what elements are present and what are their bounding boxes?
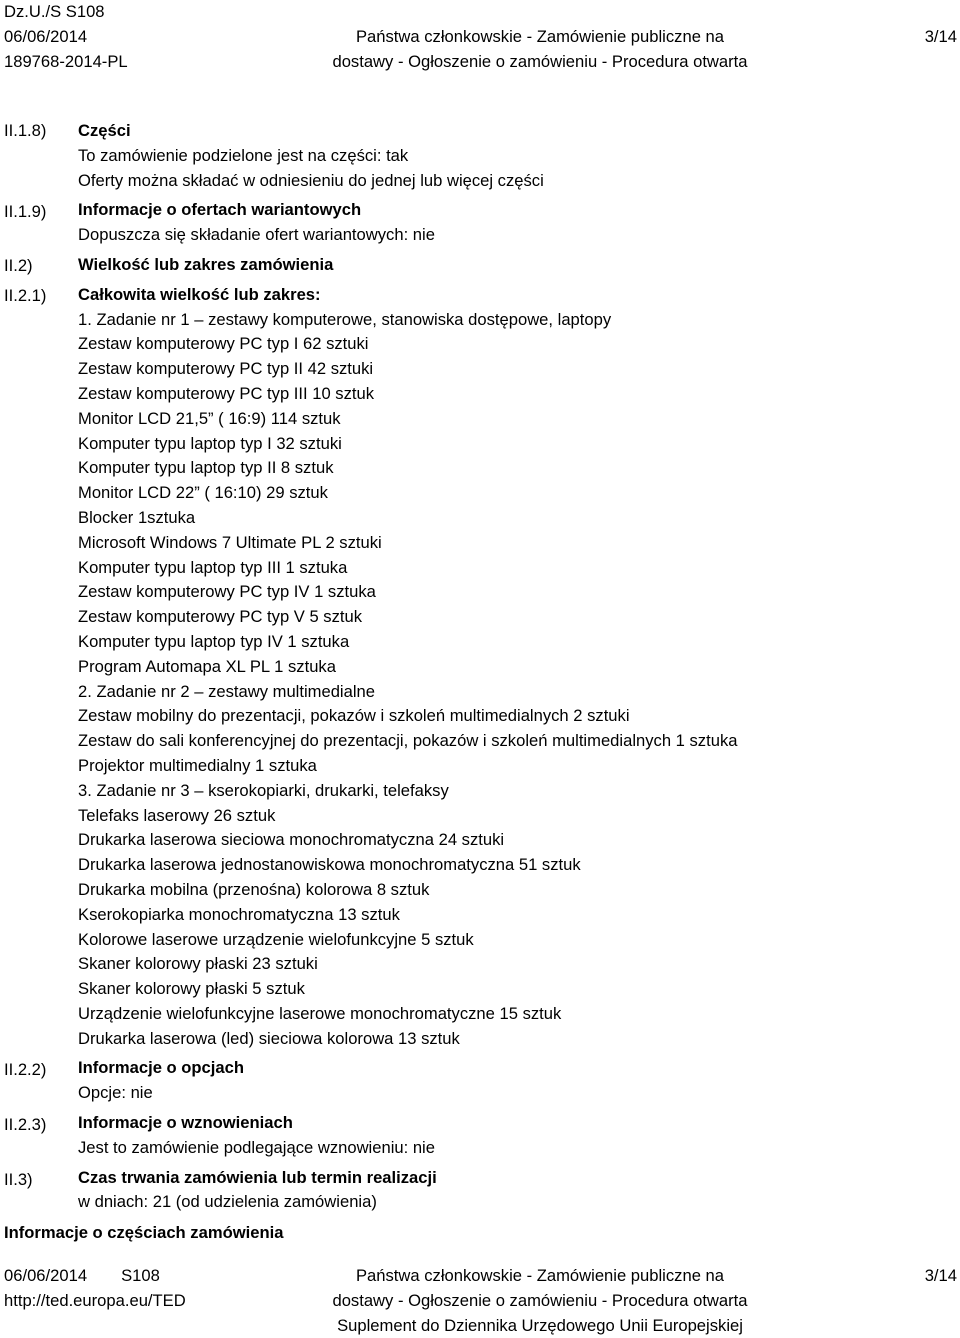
scope-item: Monitor LCD 21,5” ( 16:9) 114 sztuk [78, 408, 341, 428]
section-heading-czas: Czas trwania zamówienia lub termin realizacji [78, 1167, 437, 1187]
section-heading-wznowienia: Informacje o wznowieniach [78, 1113, 293, 1133]
section-label-ii-1-8: II.1.8) [4, 121, 47, 140]
section-text: Oferty można składać w odniesieniu do jednej lub więcej części [78, 170, 544, 190]
scope-item: Skaner kolorowy płaski 23 sztuki [78, 954, 318, 974]
header-title-line1: Państwa członkowskie - Zamówienie publiczne na [355, 26, 724, 46]
scope-item: Zestaw komputerowy PC typ I 62 sztuki [78, 334, 369, 354]
header-left [4, 0, 224, 74]
scope-item: Zestaw komputerowy PC typ II 42 sztuki [78, 359, 374, 379]
scope-item: Projektor multimedialny 1 sztuka [78, 755, 317, 775]
scope-item: Komputer typu laptop typ I 32 sztuki [78, 433, 342, 453]
scope-item: Zestaw komputerowy PC typ III 10 sztuk [78, 383, 375, 403]
section-heading-czesci: Części [78, 121, 131, 140]
footer-url: http://ted.europa.eu/TED [4, 1290, 186, 1310]
scope-item: Zestaw mobilny do prezentacji, pokazów i szkoleń multimedialnych 2 sztuki [78, 706, 630, 726]
scope-item: Program Automapa XL PL 1 sztuka [78, 656, 336, 676]
scope-item: Urządzenie wielofunkcyjne laserowe monochromatyczne 15 sztuk [78, 1003, 562, 1023]
scope-item: Drukarka laserowa (led) sieciowa kolorowa 13 sztuk [78, 1028, 460, 1048]
scope-item: Zestaw komputerowy PC typ V 5 sztuk [78, 607, 363, 627]
section-heading-wielkosc: Wielkość lub zakres zamówienia [78, 254, 334, 274]
scope-item: Komputer typu laptop typ II 8 sztuk [78, 458, 334, 478]
footer-ref: S108 [121, 1266, 160, 1285]
section-text: To zamówienie podzielone jest na części: tak [78, 145, 409, 165]
scope-item: Drukarka mobilna (przenośna) kolorowa 8 sztuk [78, 879, 430, 899]
scope-item: 3. Zadanie nr 3 – kserokopiarki, drukarki, telefaksy [78, 780, 449, 800]
scope-item: Zestaw do sali konferencyjnej do prezentacji, pokazów i szkoleń multimedialnych 1 sztuka [78, 731, 738, 751]
header-page-number: 3/14 [924, 26, 957, 46]
footer-date: 06/06/2014 [4, 1266, 88, 1285]
header-title [280, 25, 800, 75]
footer-title-line2: dostawy - Ogłoszenie o zamówieniu - Procedura otwarta [332, 1290, 748, 1310]
page-footer [0, 1264, 960, 1334]
section-label-ii-3: II.3) [4, 1170, 33, 1189]
document-body [78, 119, 948, 1215]
scope-item: Kolorowe laserowe urządzenie wielofunkcyjne 5 sztuk [78, 929, 474, 949]
footer-title-line1: Państwa członkowskie - Zamówienie publiczne na [355, 1266, 724, 1285]
scope-item: Monitor LCD 22” ( 16:10) 29 sztuk [78, 483, 328, 503]
scope-item: Telefaks laserowy 26 sztuk [78, 805, 276, 825]
section-text: Opcje: nie [78, 1083, 153, 1103]
section-text: w dniach: 21 (od udzielenia zamówienia) [78, 1192, 377, 1212]
section-text: Jest to zamówienie podlegające wznowieniu: nie [78, 1137, 435, 1157]
footer-page-number: 3/14 [924, 1266, 957, 1285]
scope-item: 2. Zadanie nr 2 – zestawy multimedialne [78, 681, 375, 701]
scope-item: Skaner kolorowy płaski 5 sztuk [78, 979, 305, 999]
scope-item: Kserokopiarka monochromatyczna 13 sztuk [78, 904, 400, 924]
scope-item: Drukarka laserowa sieciowa monochromatyczna 24 sztuki [78, 830, 505, 850]
header-title-line2: dostawy - Ogłoszenie o zamówieniu - Procedura otwarta [332, 51, 748, 71]
header-date: 06/06/2014 [4, 26, 88, 46]
scope-item: Microsoft Windows 7 Ultimate PL 2 sztuki [78, 532, 382, 552]
section-label-ii-1-9: II.1.9) [4, 202, 47, 221]
scope-item-list [78, 308, 948, 1052]
section-label-ii-2: II.2) [4, 256, 33, 275]
scope-item: 1. Zadanie nr 1 – zestawy komputerowe, stanowiska dostępowe, laptopy [78, 309, 612, 329]
section-label-ii-2-3: II.2.3) [4, 1115, 47, 1134]
scope-item: Komputer typu laptop typ IV 1 sztuka [78, 631, 350, 651]
section-text: Dopuszcza się składanie ofert wariantowych: nie [78, 225, 435, 245]
scope-item: Blocker 1sztuka [78, 507, 196, 527]
footer-title-line3: Suplement do Dziennika Urzędowego Unii Europejskiej [337, 1315, 743, 1335]
section-heading-calkowita: Całkowita wielkość lub zakres: [78, 284, 321, 304]
page-header [0, 0, 960, 70]
section-heading-opcje: Informacje o opcjach [78, 1058, 244, 1078]
scope-item: Zestaw komputerowy PC typ IV 1 sztuka [78, 582, 376, 602]
header-notice-id: 189768-2014-PL [4, 51, 128, 71]
footer-left [4, 1264, 264, 1314]
scope-item: Drukarka laserowa jednostanowiskowa monochromatyczna 51 sztuk [78, 855, 581, 875]
header-journal: Dz.U./S S108 [4, 2, 105, 21]
scope-item: Komputer typu laptop typ III 1 sztuka [78, 557, 348, 577]
section-label-ii-2-2: II.2.2) [4, 1060, 47, 1079]
section-heading-czesci-zamowienia: Informacje o częściach zamówienia [4, 1223, 284, 1242]
section-label-ii-2-1: II.2.1) [4, 286, 47, 305]
footer-title [280, 1264, 800, 1338]
section-heading-warianty: Informacje o ofertach wariantowych [78, 200, 362, 220]
